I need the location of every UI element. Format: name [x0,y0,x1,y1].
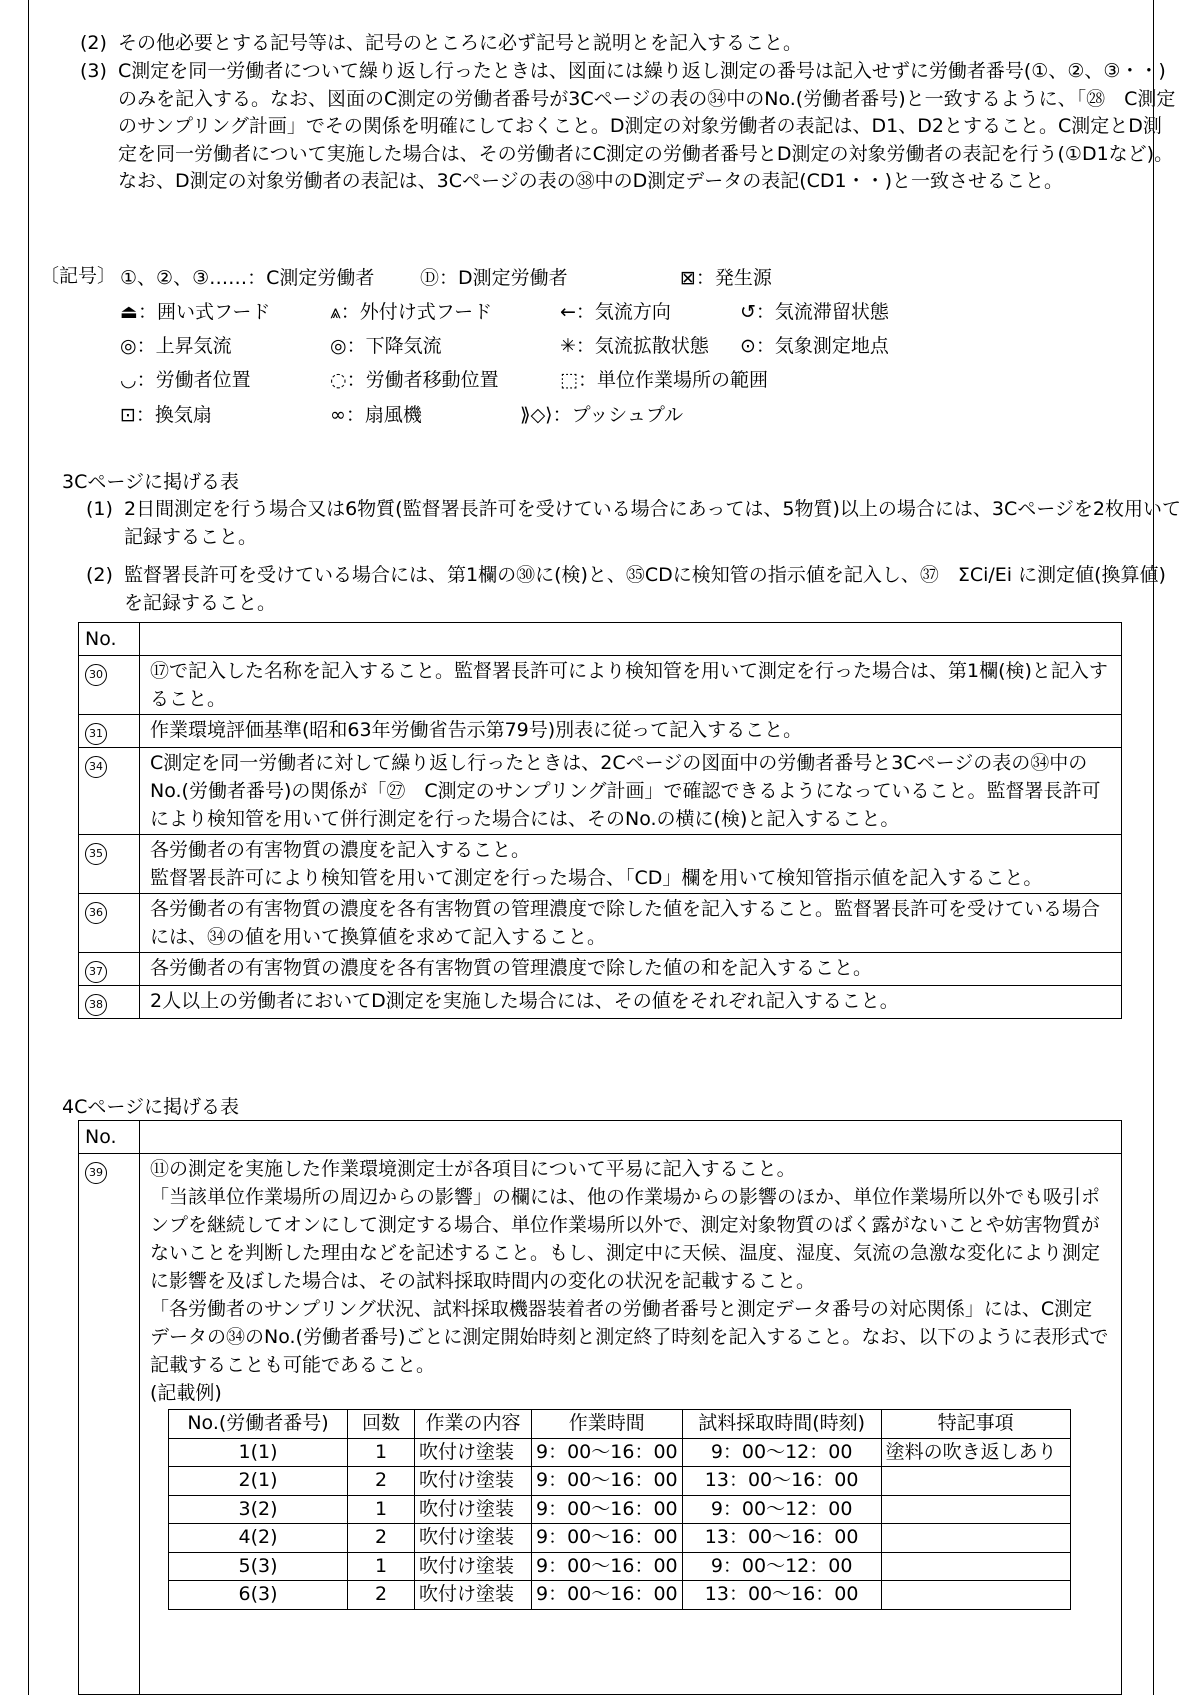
example-cell: 9：00～16：00 [532,1524,683,1553]
example-cell: 9：00～16：00 [532,1495,683,1524]
legend-label: ：D測定労働者 [439,267,568,289]
legend-entry [520,400,683,430]
weather-point-icon: ⊙ [740,335,756,357]
example-row [169,1552,1071,1581]
page3c-item-1 [86,496,1181,551]
page3c-row [79,953,1122,986]
example-cell: 4(2) [169,1524,348,1553]
row-number-badge: 37 [85,961,107,983]
page3c-header-no: No. [79,623,140,656]
example-header-cell: 作業時間 [532,1410,683,1439]
page4c-row-number [79,1154,140,1695]
rising-airflow-icon: ◎ [120,335,137,357]
example-cell [881,1552,1070,1581]
page3c-row [79,835,1122,894]
legend-label: ：労働者位置 [136,369,251,391]
page3c-row [79,715,1122,748]
example-cell: 吹付け塗装 [415,1495,532,1524]
row-number-cell [79,715,140,748]
example-header-cell: 回数 [348,1410,415,1439]
example-cell: 9：00～12：00 [682,1438,881,1467]
legend-label: ：発生源 [695,267,772,289]
row-number-badge: 39 [85,1162,107,1184]
page4c-header-no: No. [79,1121,140,1154]
airflow-direction-icon: ← [560,301,576,323]
airflow-stagnant-icon: ↺ [740,301,756,323]
example-cell: 13：00～16：00 [682,1467,881,1496]
example-cell [881,1524,1070,1553]
intro-item-3 [80,58,1178,196]
page3c-item-1-number: (1) [86,498,113,520]
example-header-row [169,1410,1071,1439]
row-text: 各労働者の有害物質の濃度を記入すること。 監督署長許可により検知管を用いて測定を行った場合、「CD」欄を用いて検知管指示値を記入すること。 [140,835,1122,894]
example-header-cell: No.(労働者番号) [169,1410,348,1439]
page3c-item-2-text: 監督署長許可を受けている場合には、第1欄の㉚に(検)と、㉟CDに検知管の指示値を記入し、㊲ ΣCi/Ei に測定値(換算値)を記録すること。 [124,564,1166,614]
worker-c-icon: ①、②、③……： [120,267,267,289]
example-cell: 1(1) [169,1438,348,1467]
worker-position-icon: ◡ [120,369,137,391]
example-header-cell: 作業の内容 [415,1410,532,1439]
page3c-item-2 [86,562,1181,617]
page4c-heading: 4Cページに掲げる表 [62,1096,239,1118]
enclosed-hood-icon: ⏏ [120,301,138,323]
legend-entry [120,263,374,293]
example-cell: 1 [348,1552,415,1581]
page3c-item-2-number: (2) [86,564,113,586]
source-icon: ⊠ [680,267,696,289]
example-cell: 9：00～16：00 [532,1467,683,1496]
example-cell: 9：00～16：00 [532,1552,683,1581]
page3c-item-1-text: 2日間測定を行う場合又は6物質(監督署長許可を受けている場合にあっては、5物質)以上の場合には、3Cページを2枚用いて記録すること。 [124,498,1181,548]
example-cell: 1 [348,1495,415,1524]
page4c-row-content [140,1154,1122,1695]
airflow-diffusion-icon: ✳ [560,335,576,357]
example-table [168,1409,1071,1610]
example-cell [881,1581,1070,1610]
example-cell: 吹付け塗装 [415,1438,532,1467]
worker-movement-icon: ◌ [330,369,347,391]
falling-airflow-icon: ◎ [330,335,347,357]
legend-entry [560,297,671,327]
example-row [169,1438,1071,1467]
row-text: C測定を同一労働者に対して繰り返し行ったときは、2Cページの図面中の労働者番号と3Cページの表の㉞中のNo.(労働者番号)の関係が「㉗ C測定のサンプリング計画」で確認できるようになっていること。監督署長許可により検知管を用いて併行測定を行った場合には、そのNo.の横に(検)と記入すること。 [140,748,1122,835]
example-cell: 13：00～16：00 [682,1581,881,1610]
push-pull-icon: ⟫◇⟩ [520,404,553,426]
row-number-badge: 34 [85,756,107,778]
legend-entry [330,297,492,327]
example-cell: 吹付け塗装 [415,1581,532,1610]
intro-item-3-text: C測定を同一労働者について繰り返し行ったときは、図面には繰り返し測定の番号は記入せずに労働者番号(①、②、③・・)のみを記入する。なお、図面のC測定の労働者番号が3Cページの表の㉞中のNo.(労働者番号)と一致するように、「㉘ C測定のサンプリング計画」でその関係を明確にしておくこと。D測定の対象労働者の表記は、D1、D2とすること。C測定とD測定を同一労働者について実施した場合は、その労働者にC測定の労働者番号とD測定の対象労働者の表記を行う(①D1など)。なお、D測定の対象労働者の表記は、3Cページの表の㊳中のD測定データの表記(CD1・・)と一致させること。 [118,60,1176,192]
legend-label: ：気流方向 [575,301,671,323]
legend-entry [680,263,772,293]
page3c-row [79,656,1122,715]
page3c-table-header-row [79,623,1122,656]
intro-item-2-number: (2) [80,32,107,54]
legend-label: ：プッシュプル [552,404,684,426]
right-margin-rule [1153,0,1154,1695]
legend-label: ：労働者移動位置 [346,369,499,391]
example-row [169,1495,1071,1524]
example-cell: 1 [348,1438,415,1467]
electric-fan-icon: ∞ [330,404,346,426]
legend-entry [740,297,889,327]
legend-label: ：単位作業場所の範囲 [577,369,768,391]
legend-label: C測定労働者 [266,267,375,289]
example-cell [881,1495,1070,1524]
example-cell: 9：00～16：00 [532,1581,683,1610]
row-text: 各労働者の有害物質の濃度を各有害物質の管理濃度で除した値を記入すること。監督署長許可を受けている場合には、㉞の値を用いて換算値を求めて記入すること。 [140,894,1122,953]
legend-label: ：換気扇 [135,404,212,426]
row-text: 各労働者の有害物質の濃度を各有害物質の管理濃度で除した値の和を記入すること。 [140,953,1122,986]
page3c-row [79,894,1122,953]
example-cell: 6(3) [169,1581,348,1610]
example-cell: 9：00～12：00 [682,1495,881,1524]
legend-entry [120,297,270,327]
worker-d-icon: Ⓓ [420,267,440,289]
example-cell: 吹付け塗装 [415,1467,532,1496]
legend-entry [740,331,889,361]
intro-item-3-number: (3) [80,60,107,82]
legend-entry [120,400,212,430]
row-number-badge: 30 [85,664,107,686]
example-cell: 2 [348,1581,415,1610]
example-cell: 9：00～16：00 [532,1438,683,1467]
left-margin-rule [28,0,29,1695]
legend-entry [120,365,251,395]
example-cell: 2 [348,1524,415,1553]
row-number-badge: 38 [85,994,107,1016]
legend-entry [560,331,709,361]
example-row [169,1524,1071,1553]
legend-entry [560,365,768,395]
example-cell: 9：00～12：00 [682,1552,881,1581]
page4c-table-header-row [79,1121,1122,1154]
row-number-badge: 31 [85,723,107,745]
legend-label: ：気流滞留状態 [755,301,889,323]
row-text: ⑰で記入した名称を記入すること。監督署長許可により検知管を用いて測定を行った場合は、第1欄(検)と記入すること。 [140,656,1122,715]
row-number-cell [79,953,140,986]
legend-entry [330,365,499,395]
page3c-header-blank [140,623,1122,656]
page3c-heading: 3Cページに掲げる表 [62,471,239,493]
example-row [169,1467,1071,1496]
row-number-cell [79,894,140,953]
legend-heading: 〔記号〕 [40,265,117,287]
page4c-table [78,1120,1122,1695]
example-cell: 13：00～16：00 [682,1524,881,1553]
example-cell: 2 [348,1467,415,1496]
row-number-cell [79,748,140,835]
ventilation-fan-icon: ⊡ [120,404,136,426]
row-number-cell [79,835,140,894]
example-header-cell: 試料採取時間(時刻) [682,1410,881,1439]
page4c-row-39 [79,1154,1122,1695]
legend-label: ：下降気流 [346,335,442,357]
legend-entry [330,331,442,361]
legend-entry [330,400,422,430]
external-hood-icon: ⩓ [330,301,341,323]
row-text: 作業環境評価基準(昭和63年労働省告示第79号)別表に従って記入すること。 [140,715,1122,748]
page3c-table [78,622,1122,1019]
row-number-badge: 36 [85,902,107,924]
example-cell: 吹付け塗装 [415,1524,532,1553]
row-number-cell [79,656,140,715]
page4c-header-blank [140,1121,1122,1154]
page4c-row-text: ⑪の測定を実施した作業環境測定士が各項目について平易に記入すること。 「当該単位作業場所の周辺からの影響」の欄には、他の作業場からの影響のほか、単位作業場所以外でも吸引ポンプを継続してオンにして測定する場合、単位作業場所以外で、測定対象物質のばく露がないことや妨害物質がないことを判断した理由などを記述すること。もし、測定中に天候、温度、湿度、気流の急激な変化により測定に影響を及ぼした場合は、その試料採取時間内の変化の状況を記載すること。 「各労働者のサンプリング状況、試料採取機器装着者の労働者番号と測定データ番号の対応関係」には、C測定データの㉞のNo.(労働者番号)ごとに測定開始時刻と測定終了時刻を記入すること。なお、以下のように表形式で記載することも可能であること。 (記載例) [150,1158,1109,1404]
legend-label: ：上昇気流 [136,335,232,357]
page3c-row [79,748,1122,835]
example-cell [881,1467,1070,1496]
row-number-cell [79,986,140,1019]
example-cell: 5(3) [169,1552,348,1581]
example-cell: 吹付け塗装 [415,1552,532,1581]
legend-label: ：外付け式フード [340,301,493,323]
example-cell: 2(1) [169,1467,348,1496]
intro-item-2-text: その他必要とする記号等は、記号のところに必ず記号と説明とを記入すること。 [118,32,803,54]
example-row [169,1581,1071,1610]
legend-entry [120,331,232,361]
example-cell: 塗料の吹き返しあり [881,1438,1070,1467]
legend-entry [420,263,568,293]
row-text: 2人以上の労働者においてD測定を実施した場合には、その値をそれぞれ記入すること。 [140,986,1122,1019]
example-cell: 3(2) [169,1495,348,1524]
page3c-row [79,986,1122,1019]
example-header-cell: 特記事項 [881,1410,1070,1439]
legend-label: ：囲い式フード [137,301,271,323]
row-number-badge: 35 [85,843,107,865]
unit-area-icon: ⬚ [560,369,578,391]
intro-item-2 [80,30,1178,58]
legend-label: ：扇風機 [345,404,422,426]
legend-label: ：気流拡散状態 [575,335,709,357]
legend-label: ：気象測定地点 [755,335,889,357]
